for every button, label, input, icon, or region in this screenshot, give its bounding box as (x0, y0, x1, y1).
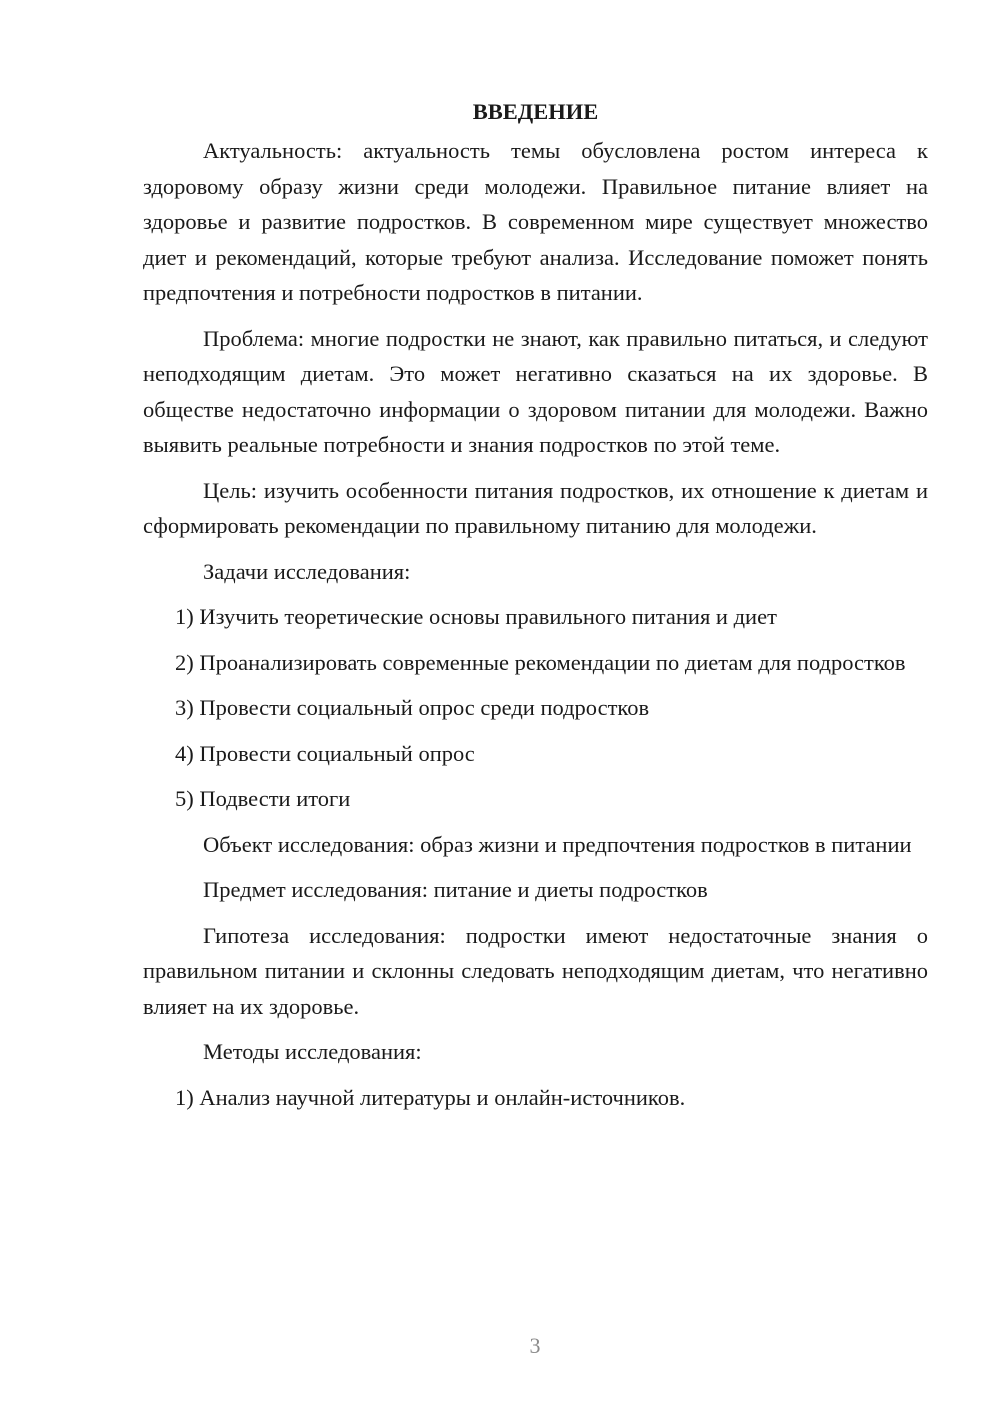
relevance-paragraph: Актуальность: актуальность темы обусловлена ростом интереса к здоровому образу жизни среди молодежи. Правильное питание влияет на здоровье и развитие подростков. В современном мире существует множество диет и рекомендаций, которые требуют анализа. Исследование поможет понять предпочтения и потребности подростков в питании. (143, 138, 928, 305)
page-title: ВВЕДЕНИЕ (472, 99, 599, 124)
subject-paragraph: Предмет исследования: питание и диеты подростков (203, 877, 708, 902)
task-item: 5) Подвести итоги (175, 786, 351, 811)
task-item: 4) Провести социальный опрос (175, 740, 475, 766)
problem-paragraph: Проблема: многие подростки не знают, как правильно питаться, и следуют неподходящим диетам. Это может негативно сказаться на их здоровье. В обществе недостаточно информации о здоровом питании для молодежи. Важно выявить реальные потребности и знания подростков по этой теме. (143, 325, 928, 457)
hypothesis-paragraph: Гипотеза исследования: подростки имеют недостаточные знания о правильном питании и склонны следовать неподходящим диетам, что негативно влияет на их здоровье. (143, 922, 928, 1019)
tasks-heading: Задачи исследования: (203, 558, 411, 584)
methods-heading: Методы исследования: (203, 1039, 422, 1064)
task-item: 3) Провести социальный опрос среди подростков (175, 695, 650, 720)
document-page (143, 94, 928, 1125)
page-number: 3 (529, 1333, 541, 1358)
task-item: 1) Изучить теоретические основы правильного питания и диет (175, 604, 777, 629)
task-item: 2) Проанализировать современные рекомендации по диетам для подростков (175, 649, 906, 675)
goal-paragraph: Цель: изучить особенности питания подростков, их отношение к диетам и сформировать рекомендации по правильному питанию для молодежи. (143, 477, 928, 538)
object-paragraph: Объект исследования: образ жизни и предпочтения подростков в питании (203, 831, 912, 857)
method-item: 1) Анализ научной литературы и онлайн-источников. (175, 1084, 686, 1110)
